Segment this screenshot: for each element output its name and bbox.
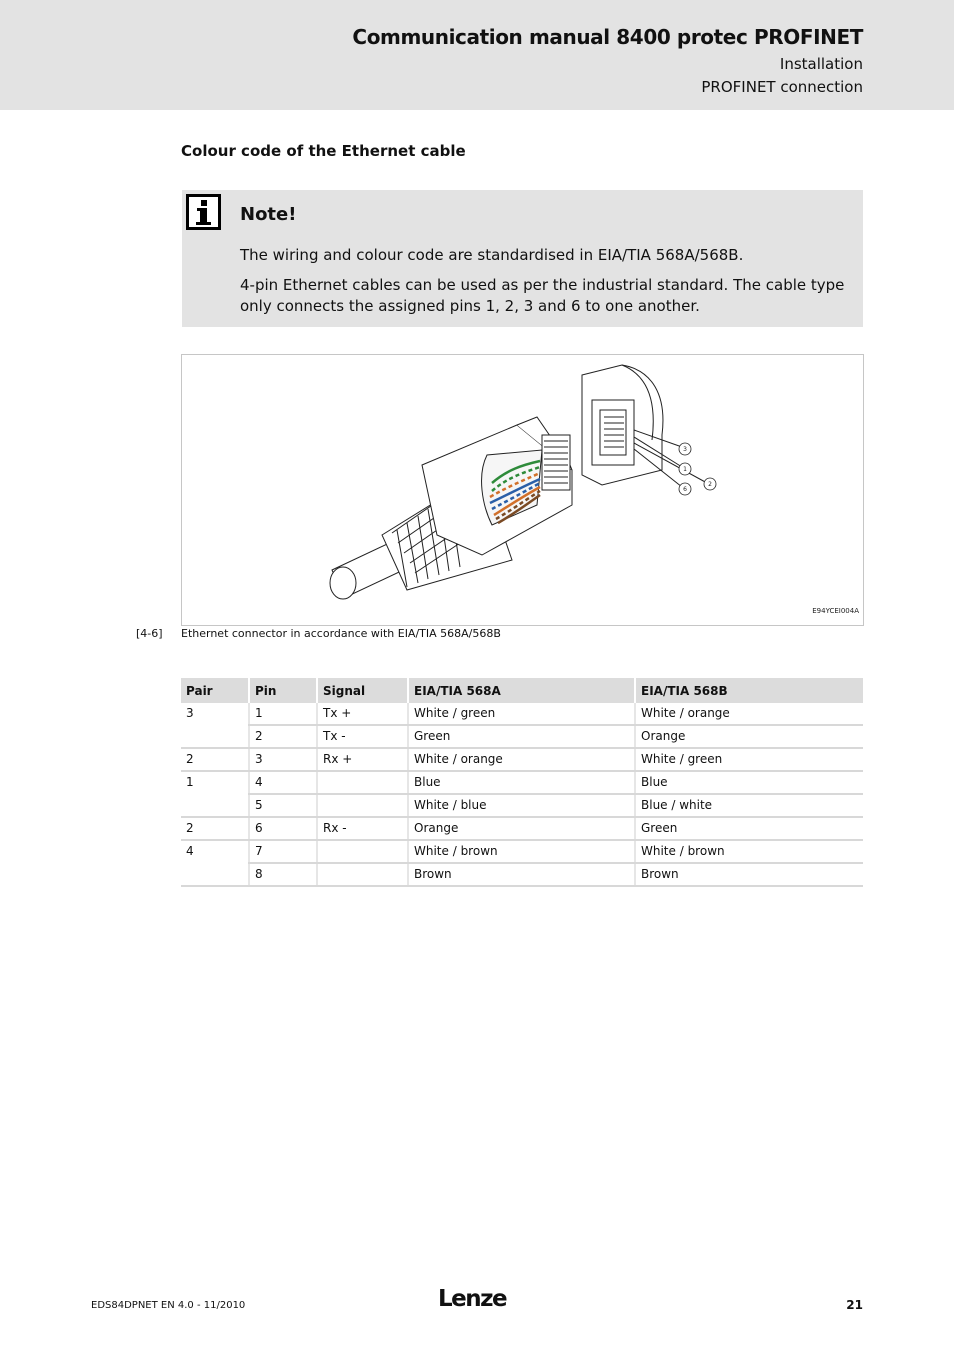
pin-label: 1: [683, 466, 687, 473]
note-text: 4-pin Ethernet cables can be used as per the industrial standard. The cable type only connects the assigned pins 1, 2, 3 and 6 to one another.: [240, 276, 845, 315]
table-row: [181, 794, 863, 817]
table-row: [181, 863, 863, 886]
cell-signal: Rx -: [317, 817, 408, 840]
table-row: [181, 840, 863, 863]
ethernet-connector-illustration: [182, 355, 863, 625]
column-header-pin: Pin: [249, 678, 317, 703]
cell-568b: Blue / white: [635, 794, 863, 817]
note-text: The wiring and colour code are standardised in EIA/TIA 568A/568B.: [240, 246, 744, 264]
table-header-row: [181, 678, 863, 703]
pin-label: 2: [708, 481, 712, 488]
cell-pin: 8: [249, 863, 317, 886]
cell-568b: White / orange: [635, 703, 863, 725]
cell-568b: White / green: [635, 748, 863, 771]
cell-568a: White / brown: [408, 840, 635, 863]
cell-pair: 3: [186, 706, 194, 720]
cell-pin: 2: [249, 725, 317, 748]
cell-568a: Orange: [408, 817, 635, 840]
pin-label: 6: [683, 486, 687, 493]
table-row: [181, 771, 863, 794]
cell-pair: 1: [186, 775, 194, 789]
cell-signal: Tx -: [317, 725, 408, 748]
cell-pair: 2: [181, 817, 249, 840]
note-box: [182, 190, 863, 327]
cell-pair: [181, 863, 249, 886]
cell-pin: 3: [249, 748, 317, 771]
table-row: [181, 817, 863, 840]
table-row: [181, 703, 863, 725]
pin-label: 3: [683, 446, 687, 453]
cell-pin: 6: [249, 817, 317, 840]
breadcrumb-chapter: Installation: [779, 55, 863, 73]
document-title: Communication manual 8400 protec PROFINET: [352, 25, 863, 49]
note-title: Note!: [240, 204, 297, 225]
cell-568b: Orange: [635, 725, 863, 748]
breadcrumb-section: PROFINET connection: [701, 78, 863, 96]
footer-document-id: EDS84DPNET EN 4.0 - 11/2010: [91, 1300, 246, 1311]
cell-pin: 7: [249, 840, 317, 863]
figure-number: [4-6]: [136, 627, 163, 640]
cell-signal: [317, 794, 408, 817]
lenze-logo: Lenze: [438, 1286, 507, 1312]
table-row: [181, 748, 863, 771]
cell-568b: Brown: [635, 863, 863, 886]
cell-568a: White / green: [408, 703, 635, 725]
cell-568a: Green: [408, 725, 635, 748]
cell-pair: [181, 725, 249, 748]
cell-pin: 4: [249, 771, 317, 794]
table-row: [181, 725, 863, 748]
figure-frame: [181, 354, 864, 626]
cell-568b: Blue: [635, 771, 863, 794]
cell-568a: White / blue: [408, 794, 635, 817]
cell-signal: Rx +: [317, 748, 408, 771]
cell-568b: Green: [635, 817, 863, 840]
cell-pair: [181, 794, 249, 817]
cell-568a: Brown: [408, 863, 635, 886]
cell-pin: 5: [249, 794, 317, 817]
column-header-568a: EIA/TIA 568A: [408, 678, 635, 703]
column-header-568b: EIA/TIA 568B: [635, 678, 863, 703]
cell-pin: 1: [249, 703, 317, 725]
cell-pair: 4: [186, 844, 194, 858]
cell-signal: [317, 863, 408, 886]
pin-assignment-table: [181, 678, 863, 887]
column-header-signal: Signal: [317, 678, 408, 703]
info-icon: [186, 194, 221, 230]
cell-568a: White / orange: [408, 748, 635, 771]
cell-pair: 2: [181, 748, 249, 771]
cell-signal: Tx +: [317, 703, 408, 725]
cell-signal: [317, 840, 408, 863]
figure-code: E94YCEI004A: [812, 607, 859, 615]
page-header: [0, 0, 954, 110]
section-heading: Colour code of the Ethernet cable: [181, 142, 466, 160]
cell-568a: Blue: [408, 771, 635, 794]
cell-568b: White / brown: [635, 840, 863, 863]
cell-signal: [317, 771, 408, 794]
column-header-pair: Pair: [181, 678, 249, 703]
figure-caption: Ethernet connector in accordance with EIA/TIA 568A/568B: [181, 627, 501, 640]
page-number: 21: [846, 1298, 863, 1312]
